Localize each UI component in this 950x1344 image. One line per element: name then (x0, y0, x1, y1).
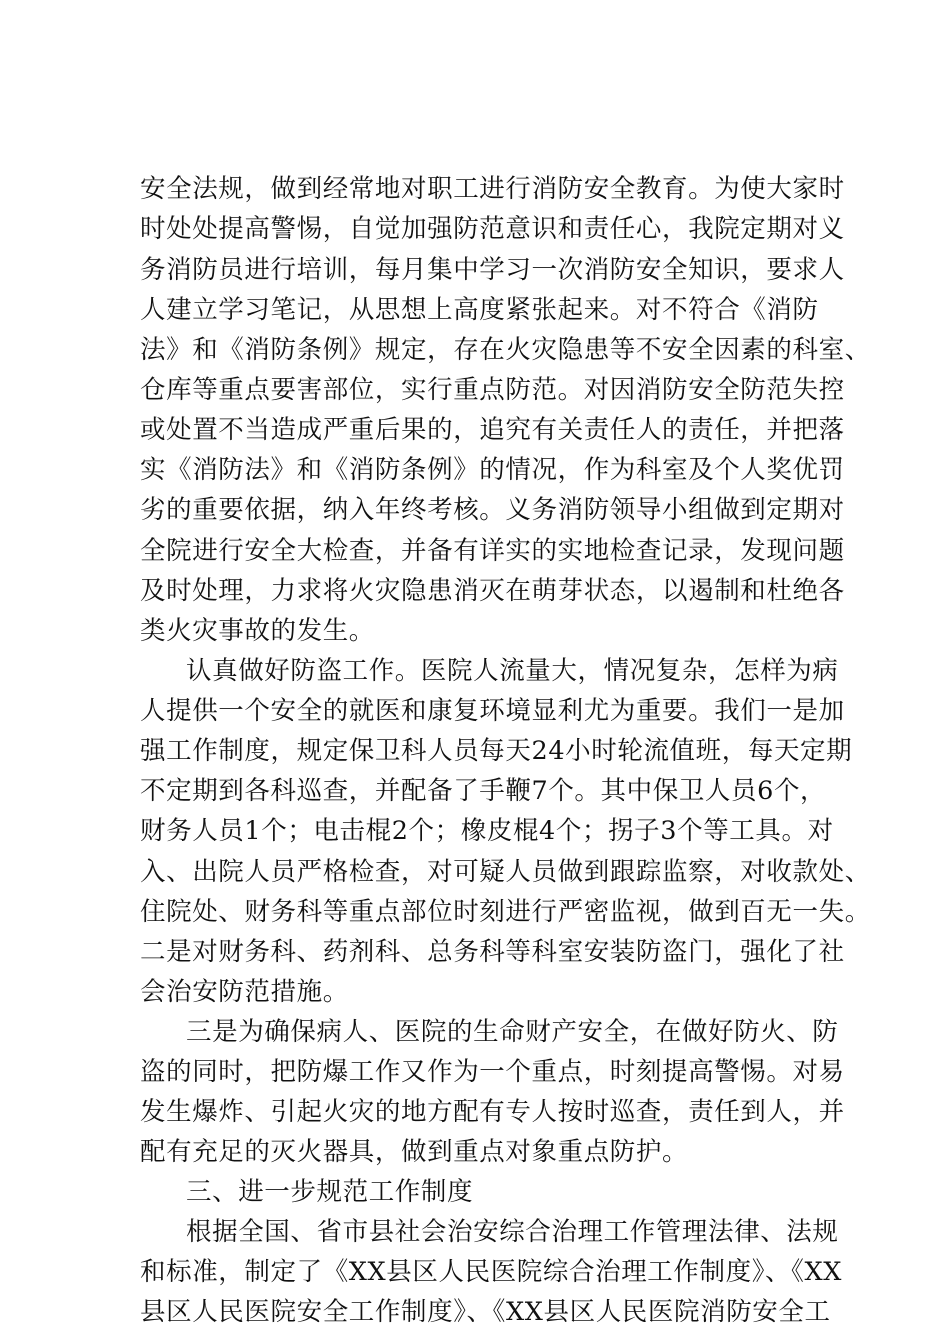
text-line: 配有充足的灭火器具，做到重点对象重点防护。 (140, 1137, 689, 1167)
text-line: 会治安防范措施。 (140, 977, 349, 1007)
text-line: 仓库等重点要害部位，实行重点防范。对因消防安全防范失控 (140, 375, 845, 405)
text-line: 及时处理，力求将火灾隐患消灭在萌芽状态，以遏制和杜绝各 (140, 576, 845, 606)
text-line: 和标准，制定了《XX县区人民医院综合治理工作制度》、《XX (140, 1257, 843, 1287)
text-line: 不定期到各科巡查，并配备了手鞭7个。其中保卫人员6个， (140, 776, 827, 806)
text-line: 财务人员1个；电击棍2个；橡皮棍4个；拐子3个等工具。对 (140, 816, 834, 846)
text-line: 人提供一个安全的就医和康复环境显利尤为重要。我们一是加 (140, 696, 845, 726)
text-line: 人建立学习笔记，从思想上高度紧张起来。对不符合《消防 (140, 295, 819, 325)
text-line: 发生爆炸、引起火灾的地方配有专人按时巡查，责任到人，并 (140, 1097, 845, 1127)
text-line: 实《消防法》和《消防条例》的情况，作为科室及个人奖优罚 (140, 455, 845, 485)
section-heading: 三、进一步规范工作制度 (186, 1177, 474, 1207)
text-line: 或处置不当造成严重后果的，追究有关责任人的责任，并把落 (140, 415, 845, 445)
paragraph-start-line: 认真做好防盗工作。医院人流量大，情况复杂，怎样为病 (186, 656, 839, 686)
text-line: 盗的同时，把防爆工作又作为一个重点，时刻提高警惕。对易 (140, 1057, 845, 1087)
text-line: 劣的重要依据，纳入年终考核。义务消防领导小组做到定期对 (140, 495, 845, 525)
paragraph-start-line: 三是为确保病人、医院的生命财产安全，在做好防火、防 (186, 1017, 839, 1047)
paragraph-start-line: 根据全国、省市县社会治安综合治理工作管理法律、法规 (186, 1217, 839, 1247)
text-line: 全院进行安全大检查，并备有详实的实地检查记录，发现问题 (140, 536, 845, 566)
text-line: 法》和《消防条例》规定，存在火灾隐患等不安全因素的科室、 (140, 335, 871, 365)
text-line: 类火灾事故的发生。 (140, 616, 375, 646)
text-line: 住院处、财务科等重点部位时刻进行严密监视，做到百无一失。 (140, 897, 871, 927)
text-line: 县区人民医院安全工作制度》、《XX县区人民医院消防安全工 (140, 1297, 831, 1327)
text-line: 务消防员进行培训，每月集中学习一次消防安全知识，要求人 (140, 255, 845, 285)
text-line: 时处处提高警惕，自觉加强防范意识和责任心，我院定期对义 (140, 214, 845, 244)
text-line: 入、出院人员严格检查，对可疑人员做到跟踪监察，对收款处、 (140, 857, 871, 887)
text-line: 安全法规，做到经常地对职工进行消防安全教育。为使大家时 (140, 174, 845, 204)
text-line: 强工作制度，规定保卫科人员每天24小时轮流值班，每天定期 (140, 736, 853, 766)
text-line: 二是对财务科、药剂科、总务科等科室安装防盗门，强化了社 (140, 937, 845, 967)
